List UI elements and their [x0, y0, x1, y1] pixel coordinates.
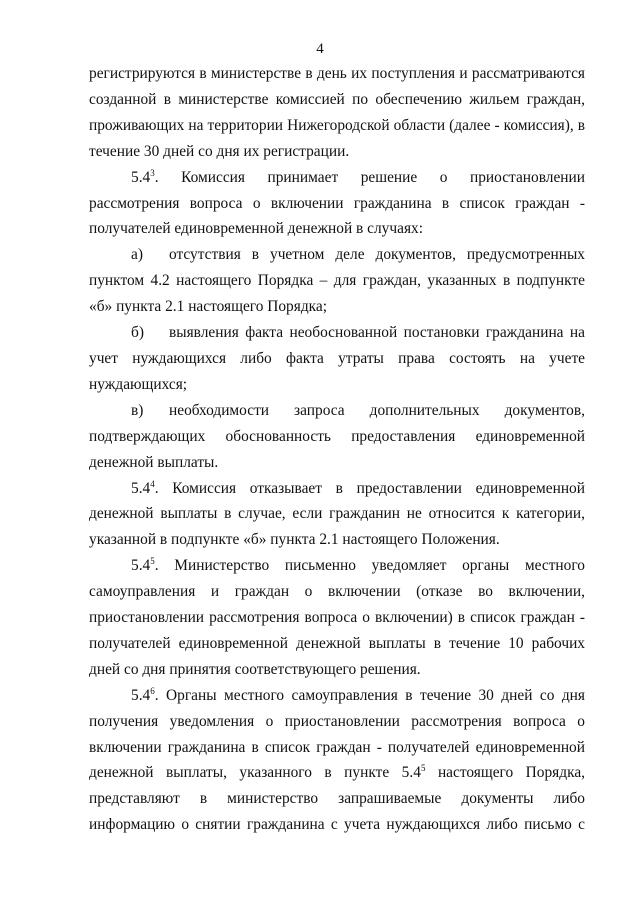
- document-body: [89, 61, 585, 838]
- reference-superscript: 5: [420, 763, 426, 774]
- clause-superscript: 6: [150, 685, 155, 696]
- clause-superscript: 4: [150, 478, 155, 489]
- clause-text: . Министерство письменно уведомляет органы местного самоуправления и граждан о включении (отказе во включении, приостановлении рассмотрения вопроса о включении) в список граждан - получателей единовременной денежной выплаты в течение 10 рабочих дней со дня принятия соответствующего решения.: [89, 557, 585, 678]
- clause-text-continued: настоящего Порядка, представляют в министерство запрашиваемые документы либо информацию о снятии гражданина с учета нуждающихся либо письмо с: [89, 764, 586, 834]
- paragraph-5-4-6: [89, 683, 585, 838]
- clause-text: . Комиссия отказывает в предоставлении единовременной денежной выплаты в случае, если гражданин не относится к категории, указанной в подпункте «б» пункта 2.1 настоящего Положения.: [89, 479, 585, 549]
- list-item-a: [89, 242, 585, 320]
- list-item-text: отсутствия в учетном деле документов, предусмотренных пунктом 4.2 настоящего Порядка – для граждан, указанных в подпункте «б» пункта 2.1 настоящего Порядка;: [89, 246, 585, 316]
- paragraph-5-4-3: [89, 165, 585, 243]
- list-marker: а): [131, 246, 143, 264]
- clause-number: 5.4: [131, 168, 151, 186]
- clause-number: 5.4: [131, 557, 151, 575]
- clause-superscript: 3: [150, 167, 155, 178]
- clause-text: . Комиссия принимает решение о приостановлении рассмотрения вопроса о включении гражданина в список граждан - получателей единовременной денежной в случаях:: [89, 168, 585, 238]
- list-item-text: выявления факта необоснованной постановки гражданина на учет нуждающихся либо факта утраты права состоять на учете нуждающихся;: [89, 324, 585, 393]
- clause-superscript: 5: [150, 556, 155, 567]
- list-item-text: необходимости запроса дополнительных документов, подтверждающих обоснованность предоставления единовременной денежной выплаты.: [89, 401, 585, 471]
- list-item-b: [89, 320, 585, 398]
- clause-number: 5.4: [131, 686, 151, 704]
- clause-number: 5.4: [131, 479, 151, 497]
- list-item-v: [89, 398, 585, 476]
- paragraph-continuation: регистрируются в министерстве в день их поступления и рассматриваются созданной в министерстве комиссией по обеспечению жильем граждан, проживающих на территории Нижегородской области (далее - комиссия), в течение 30 дней со дня их регистрации.: [89, 65, 585, 160]
- clause-text: . Органы местного самоуправления в течение 30 дней со дня получения уведомления о приостановлении рассмотрения вопроса о включении гражданина в список граждан - получателей единовременной денежной выплаты, указанного в пункте 5.4: [89, 686, 585, 782]
- page-number: 4: [316, 41, 324, 57]
- list-marker: б): [131, 324, 144, 342]
- paragraph-5-4-5: [89, 553, 585, 683]
- paragraph-5-4-4: [89, 476, 585, 554]
- list-marker: в): [131, 401, 144, 419]
